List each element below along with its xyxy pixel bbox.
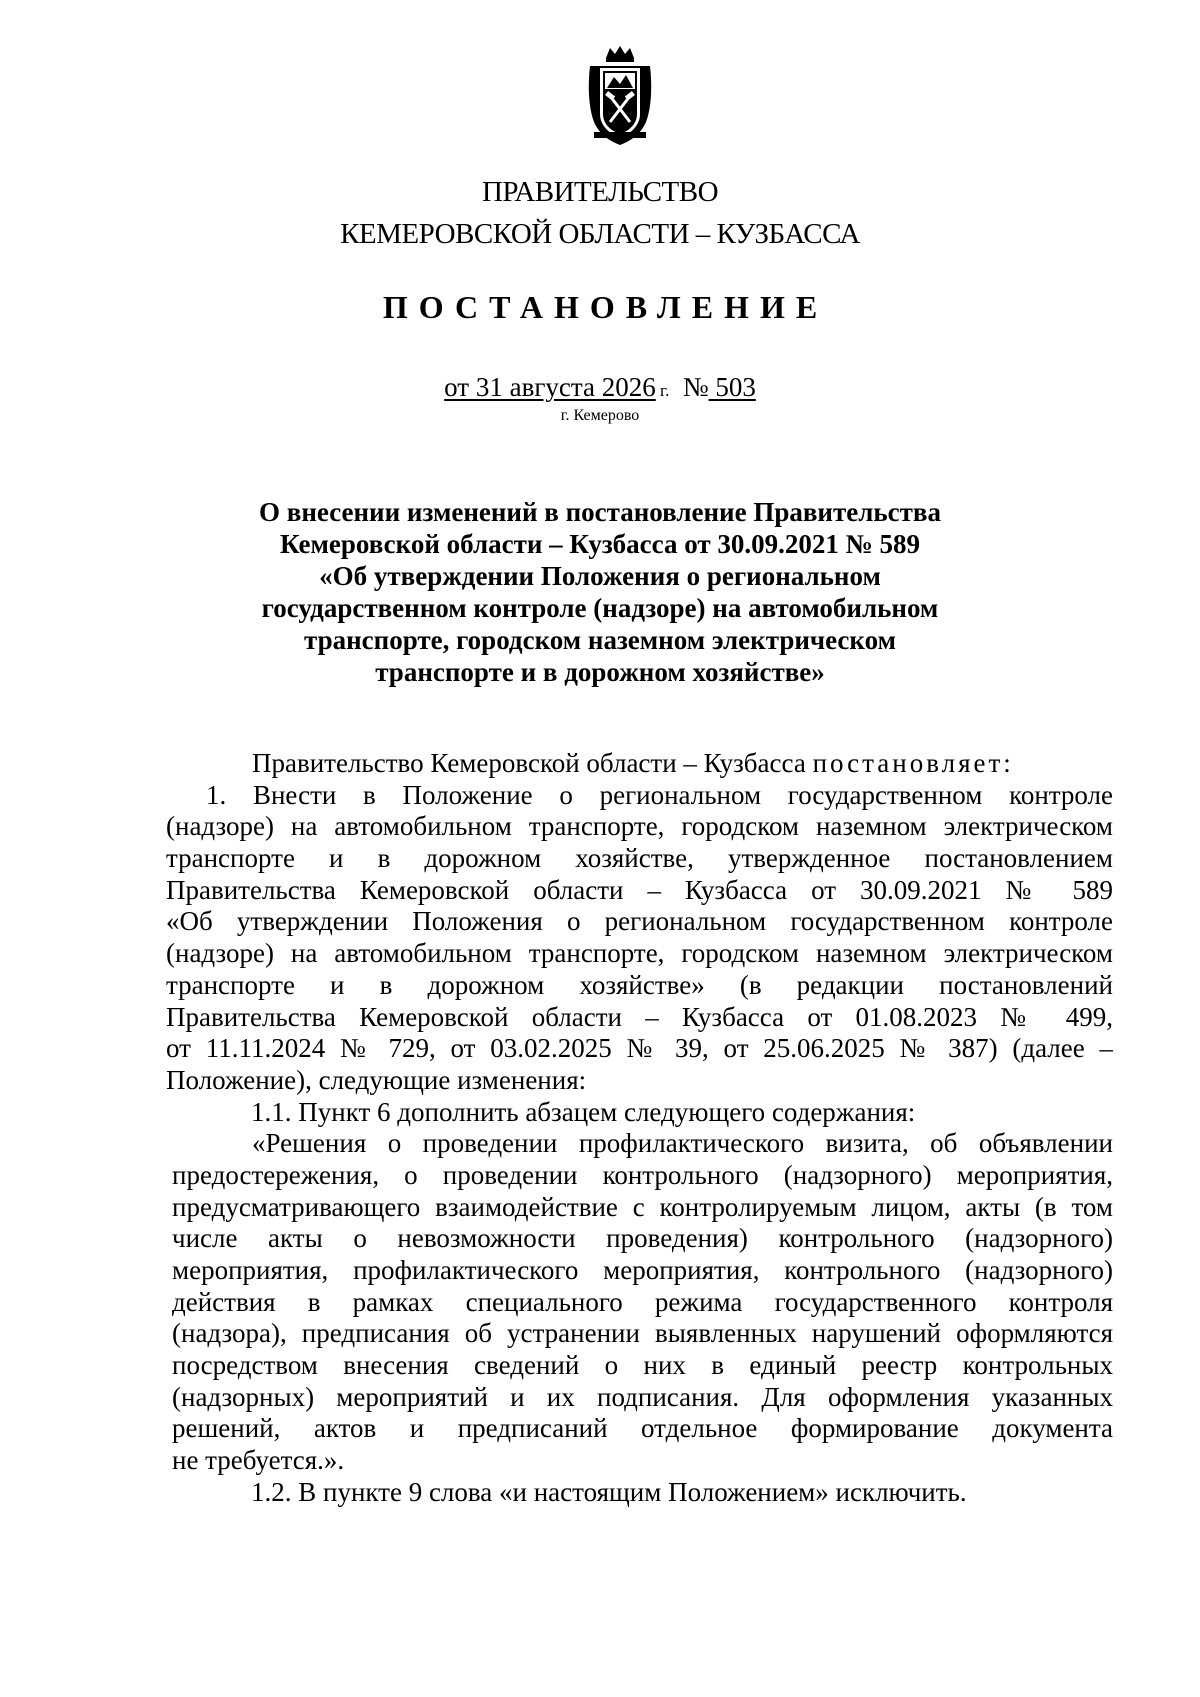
- quote-line-text: решений, актов и предписаний отдельное формирование документа: [172, 1413, 1113, 1444]
- title-line: Кемеровской области – Кузбасса от 30.09.2021 № 589: [279, 529, 921, 559]
- item1-line: [166, 1002, 1113, 1034]
- kuzbass-coat-of-arms-icon: [584, 44, 656, 147]
- quote-line-text: мероприятия, профилактического мероприятия, контрольного (надзорного): [172, 1255, 1113, 1285]
- quote-line: [172, 1223, 1113, 1255]
- year-suffix: г.: [655, 381, 670, 400]
- quote-line: [172, 1318, 1113, 1350]
- item1-line-text: (надзоре) на автомобильном транспорте, городском наземном электрическом: [166, 938, 1113, 969]
- item1-line: [166, 811, 1113, 843]
- quote-line: [172, 1192, 1113, 1224]
- quote-line-text: действия в рамках специального режима государственного контроля: [172, 1286, 1113, 1317]
- item1-line: [166, 938, 1113, 970]
- preamble-spaced: постановляет:: [812, 748, 1014, 778]
- title-line: «Об утверждении Положения о региональном: [319, 561, 881, 591]
- item1-line-text: 1. Внести в Положение о региональном государственном контроле: [206, 779, 1113, 810]
- quote-line: [172, 1160, 1113, 1192]
- item1-line: [166, 970, 1113, 1002]
- title-line: государственном контроле (надзоре) на автомобильном: [261, 593, 939, 623]
- item1-line-text: транспорте и в дорожном хозяйстве» (в редакции постановлений: [166, 969, 1113, 1000]
- quote-line-text: посредством внесения сведений о них в единый реестр контрольных: [172, 1350, 1113, 1381]
- date-number-line: [0, 374, 1200, 401]
- quote-line: [172, 1382, 1113, 1414]
- document-number: 503: [708, 372, 756, 402]
- quote-line: [172, 1255, 1113, 1287]
- item1-line-text: «Об утверждении Положения о региональном государственном контроле: [166, 906, 1113, 937]
- quote-line: [172, 1128, 1113, 1160]
- quote-line: [172, 1413, 1113, 1445]
- number-sign: №: [669, 372, 709, 402]
- quote-line: [172, 1350, 1113, 1382]
- quote-line-text: числе акты о невозможности проведения) контрольного (надзорного): [172, 1223, 1113, 1254]
- quote-line-text: (надзора), предписания об устранении выявленных нарушений оформляются: [172, 1318, 1113, 1349]
- item1-line: [166, 780, 1113, 812]
- item1-line: [166, 906, 1113, 938]
- document-type: ПОСТАНОВЛЕНИЕ: [382, 289, 829, 325]
- title-line: транспорте и в дорожном хозяйстве»: [375, 657, 825, 687]
- preamble-text: Правительство Кемеровской области – Кузбасса: [252, 748, 813, 778]
- quote-line-text: (надзорных) мероприятий и их подписания. Для оформления указанных: [172, 1381, 1113, 1412]
- item1-line-text: Правительства Кемеровской области – Кузбасса от 30.09.2021 № 589: [166, 874, 1113, 905]
- item1-line: [166, 875, 1113, 907]
- quote-line-text: предостережения, о проведении контрольного (надзорного) мероприятия,: [172, 1159, 1113, 1190]
- quoted-paragraph: [172, 1128, 1113, 1477]
- title-line: О внесении изменений в постановление Правительства: [259, 497, 941, 527]
- item1-last-line: Положение), следующие изменения:: [166, 1064, 587, 1095]
- document-body: [166, 748, 1113, 1509]
- document-date: от 31 августа 2026: [444, 372, 656, 402]
- item1-line-text: транспорте и в дорожном хозяйстве, утвержденное постановлением: [166, 843, 1113, 874]
- preamble: [166, 748, 1113, 780]
- item1-line: [166, 843, 1113, 875]
- quote-last-line: не требуется.».: [172, 1445, 345, 1476]
- item1-line-text: (надзоре) на автомобильном транспорте, городском наземном электрическом: [166, 811, 1113, 842]
- org-name-line2: КЕМЕРОВСКОЙ ОБЛАСТИ – КУЗБАССА: [340, 218, 860, 250]
- item1-line-text: Правительства Кемеровской области – Кузбасса от 01.08.2023 № 499,: [166, 1001, 1113, 1032]
- item1-2: 1.2. В пункте 9 слова «и настоящим Положением» исключить.: [251, 1476, 967, 1507]
- title-line: транспорте, городском наземном электрическом: [303, 625, 896, 655]
- city: г. Кемерово: [560, 407, 640, 424]
- quote-line-text: предусматривающего взаимодействие с контролируемым лицом, акты (в том: [172, 1191, 1113, 1222]
- item1-1: 1.1. Пункт 6 дополнить абзацем следующего содержания:: [251, 1096, 916, 1127]
- document-title: [200, 496, 1000, 688]
- item1-line-text: от 11.11.2024 № 729, от 03.02.2025 № 39, от 25.06.2025 № 387) (далее –: [166, 1033, 1113, 1064]
- org-name-line1: ПРАВИТЕЛЬСТВО: [481, 176, 719, 208]
- item1-line: [166, 1033, 1113, 1065]
- quote-line-text: «Решения о проведении профилактического визита, об объявлении: [252, 1128, 1113, 1159]
- quote-line: [172, 1287, 1113, 1319]
